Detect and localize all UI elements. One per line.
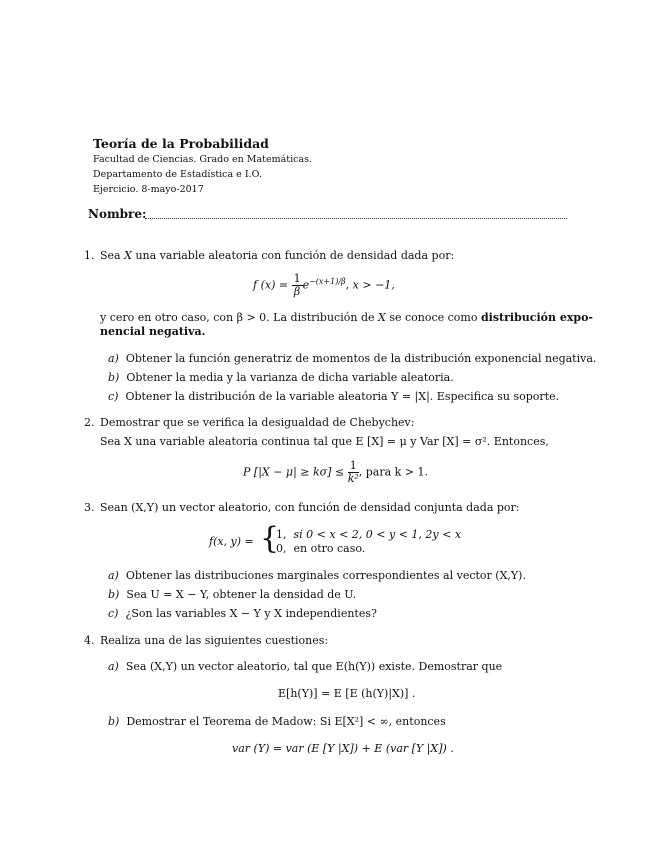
q4-line1: Realiza una de las siguientes cuestiones: — [100, 634, 329, 647]
q3-formula-lhs: f(x, y) = — [209, 535, 254, 548]
department-line: Departamento de Estadística e I.O. — [93, 169, 262, 180]
q4-item-a-formula: E[h(Y)] = E [E (h(Y)|X)] . — [278, 687, 416, 700]
exercise-date-line: Ejercicio. 8-mayo-2017 — [93, 184, 204, 195]
name-dotted-line — [145, 218, 567, 219]
q2-number: 2. — [84, 416, 95, 429]
faculty-line: Facultad de Ciencias. Grado en Matemáticas. — [93, 154, 312, 165]
page-title: Teoría de la Probabilidad — [93, 136, 269, 151]
q3-item-b: b) Sea U = X − Y, obtener la densidad de U. — [108, 588, 357, 601]
q3-line1: Sean (X,Y) un vector aleatorio, con función de densidad conjunta dada por: — [100, 501, 520, 514]
q1-intro: Sea X una variable aleatoria con función de densidad dada por: — [100, 249, 455, 262]
q2-line1: Demostrar que se verifica la desigualdad de Chebychev: — [100, 416, 415, 429]
q4-item-b: b) Demostrar el Teorema de Madow: Si E[X²] < ∞, entonces — [108, 715, 446, 728]
q1-item-c: c) Obtener la distribución de la variable aleatoria Y = |X|. Especifica su soporte. — [108, 390, 560, 403]
q1-text-line2: nencial negativa. — [100, 325, 206, 338]
q3-item-a: a) Obtener las distribuciones marginales correspondientes al vector (X,Y). — [108, 569, 526, 582]
q2-line2: Sea X una variable aleatoria continua tal que E [X] = μ y Var [X] = σ². Entonces, — [100, 435, 549, 448]
q1-density-formula: f (x) = $\frac{1}{\beta}$ $e^{-(x+1)/\beta}$, x > −1, — [253, 272, 395, 298]
q3-item-c: c) ¿Son las variables X − Y y X independientes? — [108, 607, 377, 620]
name-label: Nombre: — [88, 207, 147, 221]
q1-item-a: a) Obtener la función generatriz de momentos de la distribución exponencial negativa. — [108, 352, 597, 365]
q3-number: 3. — [84, 501, 95, 514]
q3-case1: 1, si 0 < x < 2, 0 < y < 1, 2y < x — [276, 528, 462, 541]
q2-chebychev-formula: P [|X − μ| ≥ kσ] ≤ $\frac{1}{\text{k²}}$ , para k > 1. — [243, 459, 429, 485]
q1-item-b: b) Obtener la media y la varianza de dicha variable aleatoria. — [108, 371, 454, 384]
q3-brace: { — [260, 521, 280, 556]
q4-item-a: a) Sea (X,Y) un vector aleatorio, tal que E(h(Y)) existe. Demostrar que — [108, 660, 503, 673]
q1-text-line1: y cero en otro caso, con β > 0. La distribución de X se conoce como distribución expo- — [100, 311, 593, 324]
q1-number: 1. — [84, 249, 95, 262]
q4-item-b-formula: var (Y) = var (E [Y |X]) + E (var [Y |X]) . — [232, 742, 454, 755]
q3-case2: 0, en otro caso. — [276, 542, 366, 555]
q4-number: 4. — [84, 634, 95, 647]
